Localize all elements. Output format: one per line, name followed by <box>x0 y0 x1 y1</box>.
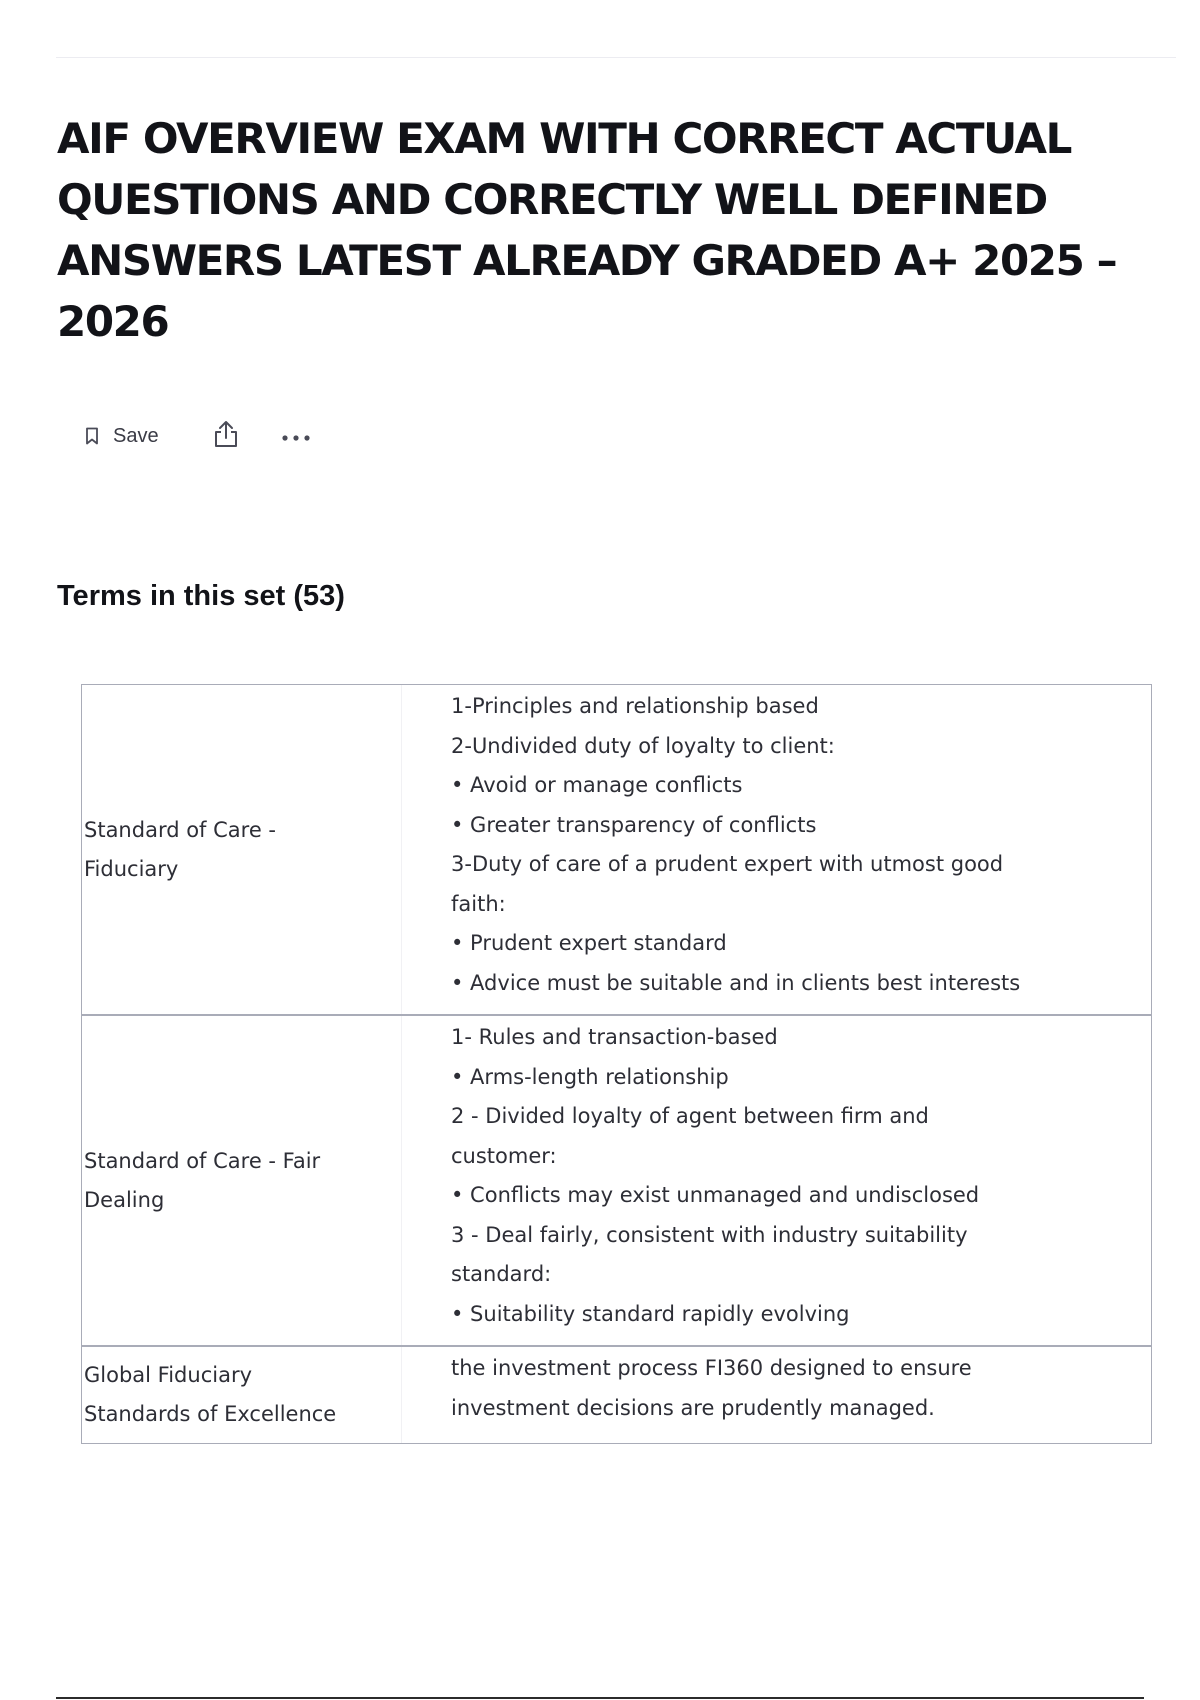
definition-line: • Prudent expert standard <box>451 931 727 955</box>
definition-line: • Avoid or manage conflicts <box>451 773 743 797</box>
term-text <box>84 1142 320 1220</box>
term-line: Fiduciary <box>84 856 179 881</box>
definition-line: • Advice must be suitable and in clients best interests <box>451 970 1021 995</box>
definition-line: 3 - Deal fairly, consistent with industry suitability <box>451 1222 968 1247</box>
more-options-button[interactable] <box>279 426 313 446</box>
definition-cell <box>402 1016 1151 1345</box>
set-toolbar <box>85 418 313 454</box>
save-button-label: Save <box>113 424 159 447</box>
definition-line: 1-Principles and relationship based <box>451 694 819 718</box>
definition-line: the investment process FI360 designed to ensure <box>451 1356 972 1380</box>
definition-line: investment decisions are prudently managed. <box>451 1395 935 1420</box>
definition-cell <box>402 1347 1151 1443</box>
term-cell <box>82 1347 402 1443</box>
bookmark-icon <box>85 427 99 445</box>
term-line: Dealing <box>84 1187 165 1212</box>
term-cell <box>82 1016 402 1345</box>
term-text <box>84 811 276 889</box>
definition-line: 2 - Divided loyalty of agent between firm and <box>451 1104 929 1128</box>
definition-line: 2-Undivided duty of loyalty to client: <box>451 733 835 758</box>
term-row <box>82 685 1151 1016</box>
definition-line: • Greater transparency of conflicts <box>451 812 817 837</box>
more-horizontal-icon <box>281 427 311 446</box>
definition-cell <box>402 685 1151 1014</box>
page-title: AIF OVERVIEW EXAM WITH CORRECT ACTUAL QUESTIONS AND CORRECTLY WELL DEFINED ANSWERS LATEST ALREADY GRADED A+ 2025 – 2026 <box>57 114 1117 346</box>
bottom-divider <box>56 1697 1144 1699</box>
definition-line: • Suitability standard rapidly evolving <box>451 1301 850 1326</box>
term-line: Standards of Excellence <box>84 1402 337 1426</box>
term-line: Global Fiduciary <box>84 1363 252 1387</box>
definition-line: faith: <box>451 891 506 916</box>
term-cell <box>82 685 402 1014</box>
term-line: Standard of Care - Fair <box>84 1148 321 1173</box>
term-row <box>82 1347 1151 1443</box>
definition-line: • Arms-length relationship <box>451 1064 729 1089</box>
definition-line: standard: <box>451 1262 552 1286</box>
top-divider <box>56 57 1176 58</box>
definition-line: 3-Duty of care of a prudent expert with utmost good <box>451 852 1004 876</box>
terms-heading: Terms in this set (53) <box>57 580 345 612</box>
definition-line: customer: <box>451 1143 557 1168</box>
term-line: Standard of Care - <box>84 817 277 842</box>
definition-line: • Conflicts may exist unmanaged and undisclosed <box>451 1183 980 1207</box>
share-icon <box>212 419 240 453</box>
definition-line: 1- Rules and transaction-based <box>451 1025 778 1049</box>
save-button[interactable] <box>85 425 159 448</box>
terms-table <box>81 684 1152 1444</box>
term-row <box>82 1016 1151 1347</box>
term-text <box>84 1356 336 1434</box>
share-button[interactable] <box>211 420 241 452</box>
